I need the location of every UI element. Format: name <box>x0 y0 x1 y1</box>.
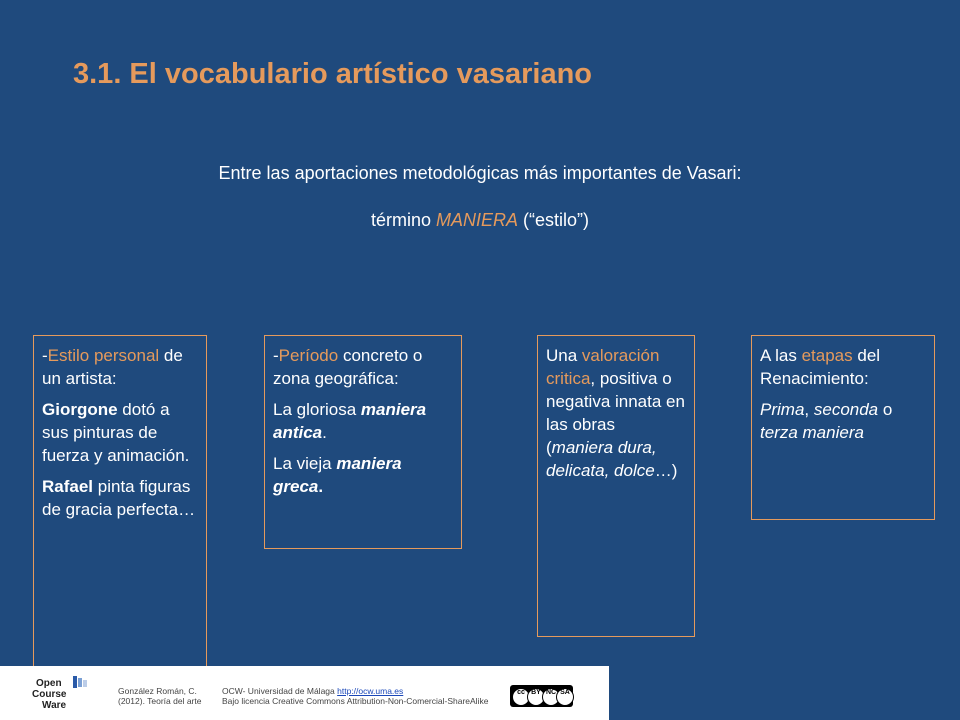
ocw-mark-icon <box>72 675 88 689</box>
ocw-logo-course: Course <box>32 689 67 700</box>
box-periodo <box>264 335 462 549</box>
ocw-logo <box>30 675 90 713</box>
cc-label: cc <box>517 689 525 696</box>
maniera-examples: maniera dura, delicata, dolce <box>546 438 657 480</box>
maniera-antica: maniera antica <box>273 400 427 442</box>
intro-line-2 <box>0 210 960 231</box>
ocw-logo-ware: Ware <box>42 700 67 711</box>
dash: - <box>42 346 48 365</box>
ocw-link[interactable]: http://ocw.uma.es <box>337 686 404 696</box>
dash: - <box>273 346 279 365</box>
prima: Prima <box>760 400 805 419</box>
gloriosa-prefix: La gloriosa <box>273 400 361 419</box>
license-line-2: Bajo licencia Creative Commons Attribution-Non-Comercial-ShareAlike <box>222 696 489 706</box>
ocw-logo-open: Open <box>36 678 62 689</box>
author-credit <box>118 686 201 706</box>
maniera-greca: maniera greca <box>273 454 402 496</box>
valoracion-end: …) <box>654 461 678 480</box>
intro-line-1: Entre las aportaciones metodológicas más importantes de Vasari: <box>218 163 742 183</box>
license-prefix: OCW- Universidad de Málaga <box>222 686 338 696</box>
estilo-personal-label: Estilo personal <box>47 346 160 365</box>
valoracion-critica-label: valoración critica <box>546 346 660 388</box>
author-name: González Román, C. <box>118 686 197 696</box>
period-mark: . <box>322 423 327 442</box>
vieja-prefix: La vieja <box>273 454 337 473</box>
footer-bar <box>0 666 609 720</box>
sa-label: SA <box>560 689 570 696</box>
license-text <box>222 686 488 706</box>
period-mark: . <box>318 477 324 496</box>
seconda: seconda <box>813 400 879 419</box>
terza-maniera: terza maniera <box>760 423 864 442</box>
box1-label-rest: de un artista: <box>42 346 183 388</box>
separator: o <box>878 400 893 419</box>
box2-label-rest: concreto o zona geográfica: <box>273 346 423 388</box>
intro-term-suffix: (“estilo”) <box>518 210 590 230</box>
by-label: BY <box>531 689 541 696</box>
rafael-text: pinta figuras de gracia perfecta… <box>42 477 196 519</box>
separator: , <box>804 400 814 419</box>
box-estilo-personal <box>33 335 207 667</box>
author-work: (2012). Teoría del arte <box>118 696 202 706</box>
periodo-label: Período <box>278 346 339 365</box>
valoracion-text: , positiva o negativa innata en las obras ( <box>546 369 685 457</box>
etapas-prefix: A las <box>760 346 802 365</box>
giorgone-name: Giorgone <box>42 400 118 419</box>
cc-license-badge[interactable] <box>510 685 573 707</box>
etapas-text: del Renacimiento: <box>760 346 881 388</box>
slide-title: 3.1. El vocabulario artístico vasariano <box>73 58 592 90</box>
rafael-name: Rafael <box>42 477 94 496</box>
box-etapas <box>751 335 935 520</box>
intro-term-prefix: término <box>370 210 436 230</box>
giorgone-text: dotó a sus pinturas de fuerza y animación. <box>42 400 190 465</box>
una-prefix: Una <box>546 346 582 365</box>
nc-label: NC <box>545 689 557 696</box>
etapas-label: etapas <box>801 346 853 365</box>
maniera-term: MANIERA <box>436 210 519 230</box>
box-valoracion <box>537 335 695 637</box>
